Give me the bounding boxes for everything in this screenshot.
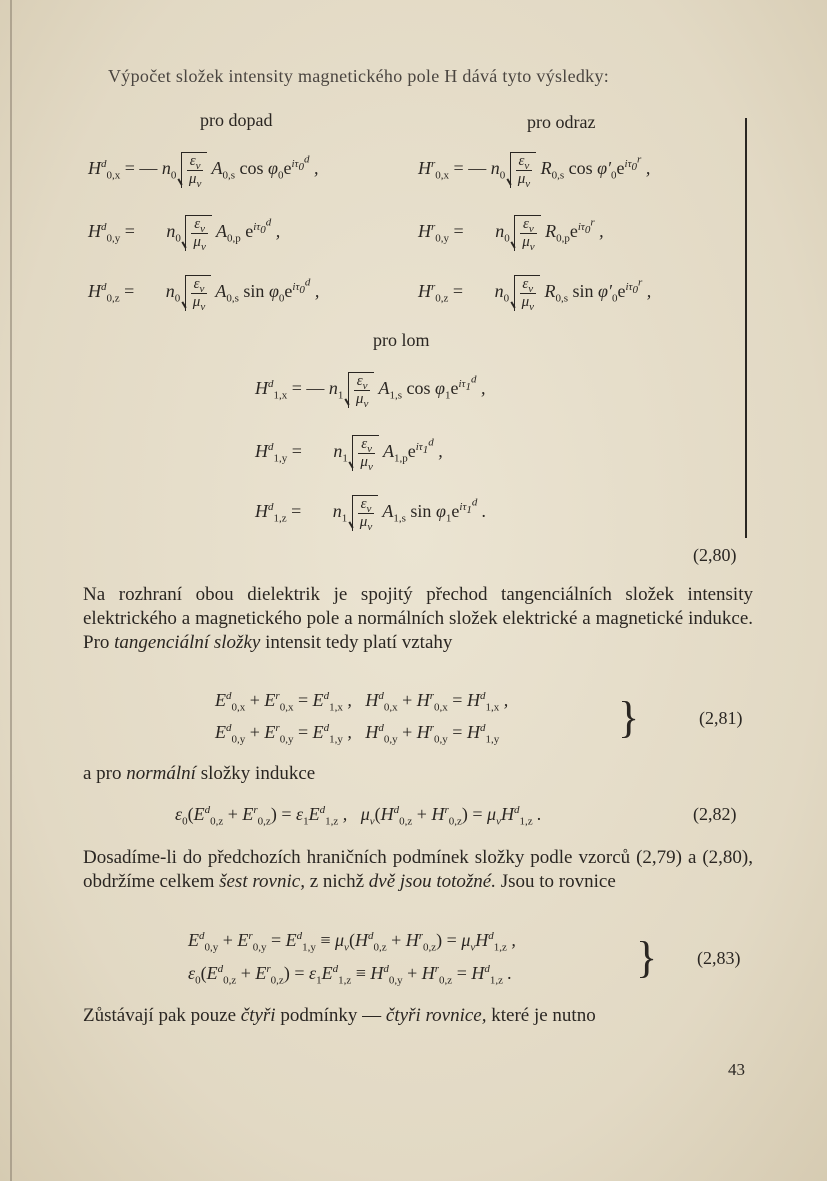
eq-h1y-lom: $H^d_{1,y}$ = $n_1$ $\frac{\varepsilon_v}{\mu_v}$ $A_{1,p}e^{i\tau_1^d}$ , xyxy=(255,436,443,473)
paragraph-normal-tail: složky indukce xyxy=(200,763,316,784)
eq-2-83-line1: $E^d_{0,y} + E^r_{0,y} = E^d_{1,y} \equiv \mu_v(H^d_{0,z} + H^r_{0,z}) = \mu_vH^d_{1,z}$ , xyxy=(188,930,516,954)
label-lom: pro lom xyxy=(373,330,430,350)
paragraph-four-em2: čtyři rovnice, xyxy=(385,1005,487,1026)
paragraph-substitution-b: z nichž xyxy=(309,871,365,892)
paragraph-continuity xyxy=(83,583,753,655)
intro-text: Výpočet složek intensity magnetického pole H dává tyto výsledky: xyxy=(108,66,610,86)
brace-2-81: } xyxy=(618,693,640,742)
paragraph-normal xyxy=(83,762,753,786)
eq-h0y-dopad: $H^d_{0,y}$ = $n_0$ $\frac{\varepsilon_v}{\mu_v}$ $A_{0,p}$ $e^{i\tau_0^d}$ , xyxy=(88,216,281,253)
paragraph-substitution xyxy=(83,846,753,894)
eq-h0z-odraz: $H^r_{0,z}$ = $n_0$ $\frac{\varepsilon_v}{\mu_v}$ $R_{0,s}$ $\sin \varphi'_0e^{i\tau_0^r}$ , xyxy=(418,276,652,313)
eq-h0x-dopad: $H^d_{0,x}$ = — $n_0$ $\frac{\varepsilon_v}{\mu_v}$ $A_{0,s}$ $\cos \varphi_0e^{i\tau_0^d}$ , xyxy=(88,153,319,190)
binding-edge xyxy=(10,0,12,1181)
equation-number-2-82: (2,82) xyxy=(693,804,737,824)
paragraph-four-b: podmínky — xyxy=(280,1005,382,1026)
paragraph-substitution-em1: šest rovnic, xyxy=(219,871,305,892)
equation-number-2-80: (2,80) xyxy=(693,545,737,565)
paragraph-normal-emphasis: normální xyxy=(126,763,196,784)
eq-2-82: $\varepsilon_0(E^d_{0,z} + E^r_{0,z}) = \varepsilon_1E^d_{1,z}$ , $\mu_v(H^d_{0,z} + H^r_{0,z}) = \mu_vH^d_{1,z}$ . xyxy=(175,804,542,828)
eq-h0x-odraz: $H^r_{0,x}$ = — $n_0$ $\frac{\varepsilon_v}{\mu_v}$ $R_{0,s}$ $\cos \varphi'_0e^{i\tau_0^r}$ , xyxy=(418,153,651,190)
paragraph-continuity-tail: intensit tedy platí vztahy xyxy=(265,632,453,653)
page-number: 43 xyxy=(728,1060,745,1079)
label-dopad: pro dopad xyxy=(200,110,273,130)
paragraph-normal-pre: a pro xyxy=(83,763,122,784)
eq-h0z-dopad: $H^d_{0,z}$ = $n_0$ $\frac{\varepsilon_v}{\mu_v}$ $A_{0,s}$ $\sin \varphi_0e^{i\tau_0^d}$ , xyxy=(88,276,320,313)
eq-2-81-line2: $E^d_{0,y} + E^r_{0,y} = E^d_{1,y}$ , $H^d_{0,y} + H^r_{0,y} = H^d_{1,y}$ xyxy=(215,722,500,746)
paragraph-substitution-em2: dvě jsou totožné. xyxy=(368,871,496,892)
eq-h1z-lom: $H^d_{1,z}$ = $n_1$ $\frac{\varepsilon_v}{\mu_v}$ $A_{1,s}$ $\sin \varphi_1e^{i\tau_1^d}$ . xyxy=(255,496,487,533)
equation-group-bracket xyxy=(745,118,747,538)
paragraph-four-em1: čtyři xyxy=(240,1005,276,1026)
eq-2-83-line2: $\varepsilon_0(E^d_{0,z} + E^r_{0,z}) = \varepsilon_1E^d_{1,z} \equiv H^d_{0,y} + H^r_{0,z} = H^d_{1,z}$ . xyxy=(188,963,512,987)
paragraph-continuity-emphasis: tangenciální složky xyxy=(114,632,261,653)
paragraph-substitution-a: Dosadíme-li do předchozích hraničních podmínek složky podle vzorců (2,79) a (2,80), obdržíme celkem xyxy=(83,847,753,892)
eq-2-81-line1: $E^d_{0,x} + E^r_{0,x} = E^d_{1,x}$ , $H^d_{0,x} + H^r_{0,x} = H^d_{1,x}$ , xyxy=(215,690,509,714)
brace-2-83: } xyxy=(636,933,658,982)
eq-h1x-lom: $H^d_{1,x}$ = — $n_1$ $\frac{\varepsilon_v}{\mu_v}$ $A_{1,s}$ $\cos \varphi_1e^{i\tau_1^d}$ , xyxy=(255,373,486,410)
label-odraz: pro odraz xyxy=(527,112,596,132)
paragraph-four-conditions xyxy=(83,1004,753,1028)
paragraph-substitution-c: Jsou to rovnice xyxy=(500,871,616,892)
equation-number-2-83: (2,83) xyxy=(697,948,741,968)
paragraph-four-c: které je nutno xyxy=(491,1005,596,1026)
eq-h0y-odraz: $H^r_{0,y}$ = $n_0$ $\frac{\varepsilon_v}{\mu_v}$ $R_{0,p}e^{i\tau_0^r}$ , xyxy=(418,216,604,253)
paragraph-continuity-text: Na rozhraní obou dielektrik je spojitý přechod tangenciálních složek intensity elektrického a magnetického pole a normálních složek elektrické a magnetické indukce. Pro xyxy=(83,584,753,653)
equation-number-2-81: (2,81) xyxy=(699,708,743,728)
paragraph-four-a: Zůstávají pak pouze xyxy=(83,1005,237,1026)
